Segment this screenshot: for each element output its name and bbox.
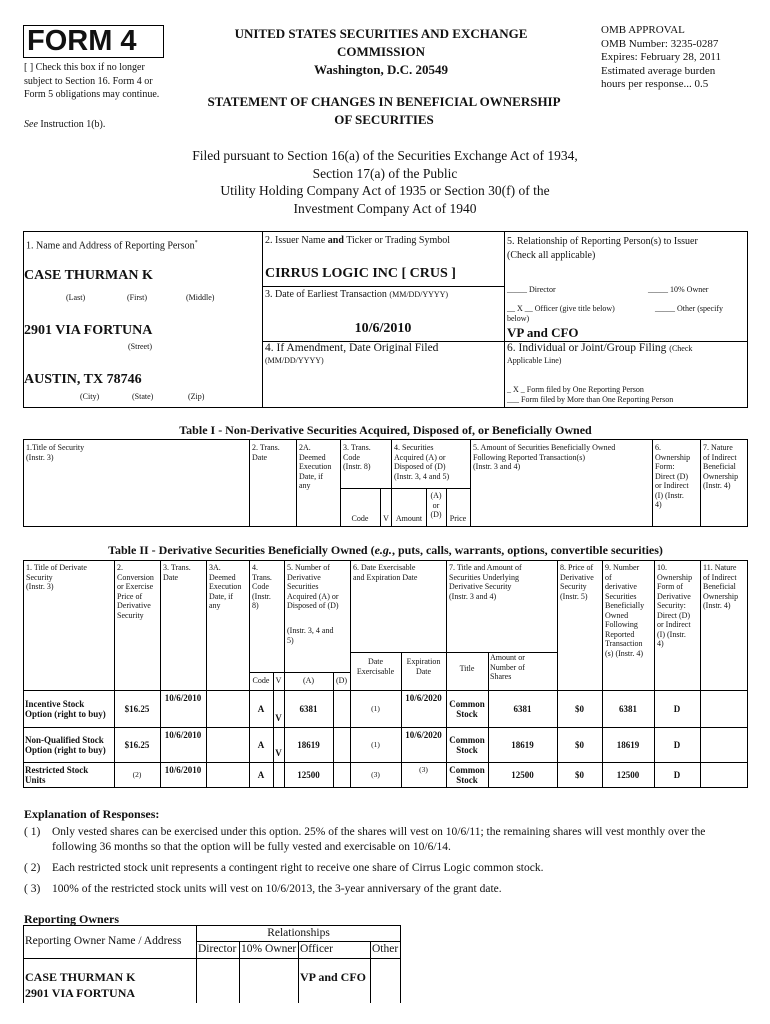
- owners-col-10pct: 10% Owner: [241, 943, 297, 955]
- see-word: See: [24, 119, 38, 130]
- cell-conversion-price: (2): [132, 770, 142, 779]
- earliest-transaction-date: 10/6/2010: [354, 321, 412, 336]
- owners-col-director: Director: [198, 943, 237, 955]
- street-address: 2901 VIA FORTUNA: [24, 323, 153, 338]
- cell-v: [275, 762, 282, 788]
- cell-expiration: 10/6/2020: [405, 730, 442, 740]
- cell-ownership-form: D: [673, 739, 681, 750]
- label-last: (Last): [66, 293, 86, 302]
- cell-ownership-form: D: [673, 703, 681, 714]
- statement-line2: OF SECURITIES: [334, 112, 434, 127]
- omb-line1: OMB APPROVAL: [601, 24, 685, 36]
- label-first: (First): [127, 293, 147, 302]
- filed-pursuant: [120, 147, 650, 217]
- t2-sub-d: (D): [335, 676, 348, 685]
- t2-col-nature: 11. Nature of Indirect Beneficial Ownership (Instr. 4): [703, 563, 739, 610]
- cell-disposed: [335, 762, 348, 788]
- t2-col-price: 8. Price of Derivative Security (Instr. 5): [560, 563, 594, 601]
- t1-sub-amount: Amount: [395, 514, 423, 523]
- t2-sub-title: Title: [459, 664, 475, 673]
- omb-approval: [601, 24, 766, 92]
- agency-line2: COMMISSION: [336, 44, 426, 59]
- owner-address: 2901 VIA FORTUNA: [25, 986, 136, 1000]
- t2-col-number-instr: (Instr. 3, 4 and 5): [287, 626, 334, 645]
- owners-col-other: Other: [372, 943, 399, 955]
- cell-title: Non-Qualified Stock Option (right to buy): [25, 734, 106, 755]
- t1-col-amount-owned: 5. Amount of Securities Beneficially Owned Following Reported Transaction(s) (Instr. 3 and 4): [473, 443, 616, 471]
- cell-v: V: [275, 713, 282, 723]
- omb-line5: hours per response... 0.5: [601, 78, 709, 90]
- cell-underlying-title: Common Stock: [449, 765, 485, 785]
- cell-owned-following: 18619: [616, 739, 640, 750]
- agency-line1: UNITED STATES SECURITIES AND EXCHANGE: [234, 26, 528, 41]
- t2-col-date-exercisable: 6. Date Exercisable and Expiration Date: [353, 563, 418, 582]
- cell-owned-following: 12500: [616, 770, 640, 780]
- t1-col-securities: 4. Securities Acquired (A) or Disposed of (D) (Instr. 3, 4 and 5): [394, 443, 450, 481]
- cell-date-exercisable: (3): [371, 770, 380, 779]
- label-zip: (Zip): [188, 392, 205, 401]
- officer-title: VP and CFO: [507, 325, 579, 340]
- below-label: below): [507, 314, 530, 323]
- t1-col-deemed: 2A. Deemed Execution Date, if any: [299, 443, 332, 490]
- cell-underlying-title: Common Stock: [449, 734, 485, 755]
- box2-label: 2. Issuer Name and Ticker or Trading Symbol: [265, 235, 451, 246]
- t2-col-title: 1. Title of Derivate Security (Instr. 3): [26, 563, 87, 591]
- cell-acquired: 12500: [297, 770, 320, 780]
- statement-line1: STATEMENT OF CHANGES IN BENEFICIAL OWNERSHIP: [207, 94, 561, 109]
- box4-format: (MM/DD/YYYY): [265, 356, 324, 365]
- other-checkbox[interactable]: _____ Other (specify: [655, 304, 723, 313]
- t1-col-title: 1.Title of Security (Instr. 3): [26, 443, 85, 462]
- cell-date-exercisable: (1): [371, 703, 380, 713]
- filed-line2: Section 17(a) of the Public: [312, 165, 458, 181]
- cell-v: V: [275, 748, 282, 758]
- instruction-ref: Instruction 1(b).: [40, 119, 106, 130]
- note-3: ( 3) 100% of the restricted stock units will vest on 10/6/2013, the 3-year anniversary of the grant date.: [24, 883, 502, 895]
- box3-label: 3. Date of Earliest Transaction (MM/DD/YYYY): [265, 289, 449, 300]
- cell-title: Incentive Stock Option (right to buy): [25, 698, 106, 719]
- cell-derivative-price: $0: [575, 770, 584, 780]
- filed-line1: Filed pursuant to Section 16(a) of the Securities Exchange Act of 1934,: [192, 148, 578, 163]
- officer-checkbox[interactable]: __ X __ Officer (give title below): [507, 304, 615, 313]
- label-street: (Street): [128, 342, 152, 351]
- note-1: ( 1) Only vested shares can be exercised under this option. 25% of the shares will vest on 10/6/11; the remaining shares will vest monthly over the following 36 months so that the option will be fully vested and exercisable on 10/6/14.: [24, 826, 706, 853]
- cell-derivative-price: $0: [575, 739, 584, 750]
- cell-expiration: 10/6/2020: [405, 693, 442, 703]
- cell-trans-date: 10/6/2010: [164, 693, 202, 703]
- t2-col-conversion: 2. Conversion or Exercise Price of Derivative Security: [117, 563, 154, 620]
- cell-expiration: (3): [419, 765, 428, 774]
- cell-underlying-amount: 18619: [511, 739, 534, 750]
- t1-col-nature: 7. Nature of Indirect Beneficial Ownership (Instr. 4): [703, 443, 739, 490]
- cell-disposed: [335, 690, 348, 727]
- box4-label: 4. If Amendment, Date Original Filed: [265, 342, 439, 354]
- cell-acquired: 6381: [299, 703, 318, 714]
- t1-sub-price: Price: [449, 514, 467, 523]
- cell-trans-date: 10/6/2010: [164, 730, 202, 740]
- t2-col-underlying: 7. Title and Amount of Securities Underlying Derivative Security (Instr. 3 and 4): [449, 563, 522, 601]
- label-state: (State): [132, 392, 154, 401]
- cell-owned-following: 6381: [619, 703, 637, 714]
- cell-disposed: [335, 727, 348, 762]
- cell-underlying-amount: 12500: [511, 770, 534, 780]
- box6-label: 6. Individual or Joint/Group Filing (Check: [507, 342, 693, 354]
- cell-nature: [702, 690, 746, 727]
- t1-col-code: 3. Trans. Code (Instr. 8): [343, 443, 371, 471]
- box5-label: 5. Relationship of Reporting Person(s) to Issuer (Check all applicable): [507, 236, 698, 261]
- table2-title: Table II - Derivative Securities Beneficially Owned (e.g., puts, calls, warrants, options, convertible securities): [108, 543, 663, 557]
- explanation-notes: [24, 825, 734, 897]
- box1-label: 1. Name and Address of Reporting Person*: [26, 240, 198, 252]
- cell-nature: [702, 762, 746, 788]
- instruction-note: [24, 118, 174, 132]
- city-state-zip: AUSTIN, TX 78746: [24, 372, 142, 387]
- omb-line3: Expires: February 28, 2011: [601, 51, 721, 63]
- multi-person-option[interactable]: ___ Form filed by More than One Reporting Person: [507, 395, 674, 404]
- cell-code: A: [257, 770, 265, 780]
- one-person-option[interactable]: _ X _ Form filed by One Reporting Person: [507, 385, 644, 394]
- box6-applicable: Applicable Line): [507, 356, 562, 365]
- t2-sub-expiration: Expiration Date: [406, 657, 441, 676]
- t1-sub-code: Code: [351, 514, 369, 523]
- cell-title: Restricted Stock Units: [25, 765, 89, 785]
- t2-col-trans-date: 3. Trans. Date: [163, 563, 191, 582]
- cell-conversion-price: $16.25: [124, 739, 150, 750]
- ten-pct-owner-checkbox[interactable]: _____ 10% Owner: [648, 285, 709, 294]
- t1-sub-aord: (A) or (D): [430, 491, 442, 519]
- agency-line3: Washington, D.C. 20549: [314, 62, 448, 77]
- cell-trans-date: 10/6/2010: [164, 765, 202, 775]
- t2-sub-date-exercisable: Date Exercisable: [356, 657, 395, 676]
- t2-sub-v: V: [275, 676, 282, 685]
- omb-line4: Estimated average burden: [601, 64, 716, 77]
- reporting-owners-heading: Reporting Owners: [24, 912, 119, 926]
- owners-col-name: Reporting Owner Name / Address: [25, 935, 182, 947]
- filed-line4: Investment Company Act of 1940: [293, 200, 477, 216]
- t1-col-ownership: 6. Ownership Form: Direct (D) or Indirect (I) (Instr. 4): [655, 443, 691, 509]
- form-title: FORM 4: [27, 25, 137, 57]
- table1-title: Table I - Non-Derivative Securities Acquired, Disposed of, or Beneficially Owned: [179, 423, 592, 437]
- cell-code: A: [257, 703, 265, 714]
- cell-conversion-price: $16.25: [124, 703, 150, 714]
- agency-header: [196, 25, 566, 79]
- check-box-note[interactable]: [ ] Check this box if no longer subject to Section 16. Form 4 or Form 5 obligations may continue.: [24, 62, 160, 100]
- t2-sub-code: Code: [252, 676, 270, 685]
- cell-underlying-title: Common Stock: [449, 698, 485, 719]
- t2-sub-amount: Amount or Number of Shares: [490, 653, 525, 681]
- owner-name: CASE THURMAN K: [25, 970, 136, 984]
- cell-acquired: 18619: [297, 739, 320, 750]
- owner-officer-title: VP and CFO: [300, 970, 367, 984]
- label-city: (City): [80, 392, 100, 401]
- director-checkbox[interactable]: _____ Director: [507, 285, 556, 294]
- t2-col-deemed: 3A. Deemed Execution Date, if any: [209, 563, 242, 610]
- t1-sub-v: V: [383, 514, 389, 523]
- omb-line2: OMB Number: 3235-0287: [601, 37, 719, 50]
- t2-col-number: 5. Number of Derivative Securities Acquired (A) or Disposed of (D): [287, 563, 339, 610]
- t2-col-ownership-form: 10. Ownership Form of Derivative Security: Direct (D) or Indirect (I) (Instr. 4): [657, 563, 693, 648]
- cell-date-exercisable: (1): [371, 739, 380, 749]
- statement-title: [170, 93, 598, 129]
- explanation-heading: Explanation of Responses:: [24, 807, 160, 821]
- form-title-box: [23, 25, 164, 58]
- owners-col-officer: Officer: [300, 943, 333, 955]
- issuer-name: CIRRUS LOGIC INC [ CRUS ]: [265, 266, 456, 281]
- cell-nature: [702, 727, 746, 762]
- asterisk: *: [194, 240, 198, 246]
- t2-col-beneficially-owned: 9. Number of derivative Securities Beneficially Owned Following Reported Transaction (s) (Instr. 4): [605, 563, 645, 658]
- note-2: ( 2) Each restricted stock unit represents a contingent right to receive one share of Cirrus Logic common stock.: [24, 862, 544, 874]
- t2-sub-a: (A): [302, 676, 315, 685]
- cell-ownership-form: D: [673, 770, 681, 780]
- filed-line3: Utility Holding Company Act of 1935 or Section 30(f) of the: [220, 183, 550, 198]
- t1-col-trans-date: 2. Trans. Date: [252, 443, 280, 462]
- reporting-person-name: CASE THURMAN K: [24, 268, 153, 283]
- cell-code: A: [257, 739, 265, 750]
- label-middle: (Middle): [186, 293, 215, 302]
- cell-derivative-price: $0: [575, 703, 584, 714]
- owners-relationships: Relationships: [267, 927, 330, 939]
- cell-underlying-amount: 6381: [513, 703, 532, 714]
- t2-col-code: 4. Trans. Code (Instr. 8): [252, 563, 272, 610]
